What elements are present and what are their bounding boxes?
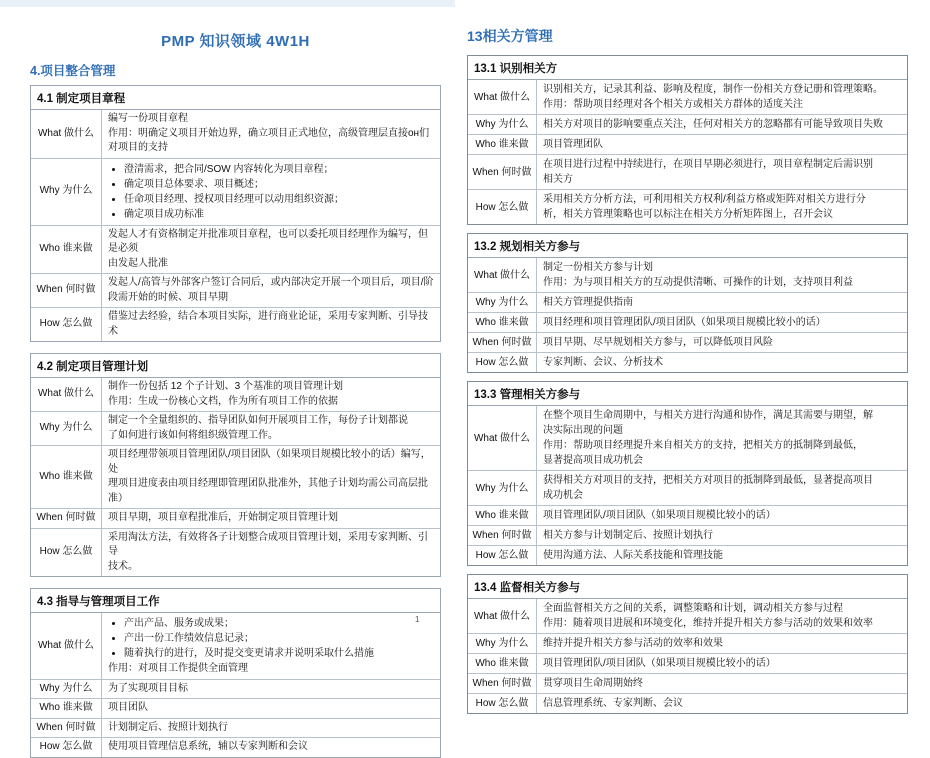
row-label: When 何时做	[31, 718, 102, 738]
right-blocks	[467, 55, 908, 714]
row-label: How 怎么做	[31, 528, 102, 576]
text-line: 技术。	[108, 560, 138, 572]
row-label: Why 为什么	[31, 158, 102, 225]
text-line: 制作一份包括 12 个子计划、3 个基准的项目管理计划	[108, 381, 344, 392]
row-label: Why 为什么	[468, 634, 537, 654]
table-row	[468, 293, 907, 313]
text-line: 析，相关方管理策略也可以标注在相关方分析矩阵图上，召开会议	[543, 209, 833, 220]
row-content	[537, 135, 908, 155]
row-content	[102, 378, 441, 412]
table-row	[468, 80, 907, 115]
table-row	[468, 115, 907, 135]
row-label: How 怎么做	[468, 353, 537, 373]
row-content	[102, 738, 441, 757]
block-rows	[31, 378, 440, 576]
row-content	[537, 634, 908, 654]
row-label: Why 为什么	[468, 293, 537, 313]
block-rows	[468, 80, 907, 224]
text-line: 专家判断、会议、分析技术	[543, 357, 663, 368]
text-line: 在整个项目生命周期中，与相关方进行沟通和协作，满足其需要与期望，解	[543, 410, 873, 421]
row-label: Why 为什么	[31, 412, 102, 446]
text-line: 项目团队	[108, 702, 148, 713]
table-row	[468, 506, 907, 526]
row-label: When 何时做	[468, 155, 537, 190]
text-line: 计划制定后、按照计划执行	[108, 721, 228, 733]
row-content	[537, 80, 908, 115]
text-line: 识别相关方，记录其利益、影响及程度，制作一份相关方登记册和管理策略。	[543, 84, 883, 95]
row-content	[102, 110, 441, 158]
block-heading: 4.3 指导与管理项目工作	[31, 589, 440, 613]
table-row	[31, 274, 440, 308]
knowledge-block	[30, 588, 441, 758]
row-content	[102, 613, 441, 679]
row-label: What 做什么	[31, 613, 102, 679]
row-label: How 怎么做	[468, 546, 537, 566]
text-line: 项目管理团队	[543, 139, 603, 150]
text-line: 采用相关方分析方法，可利用相关方权利/利益方格或矩阵对相关方进行分	[543, 194, 866, 205]
text-line: 显著提高项目成功机会	[543, 455, 643, 466]
block-heading: 4.1 制定项目章程	[31, 86, 440, 110]
text-line: 作用：帮助项目经理提升来自相关方的支持，把相关方的抵制降到最低，	[543, 440, 863, 451]
knowledge-block	[467, 233, 908, 373]
text-line: 借鉴过去经验，结合本项目实际，进行商业论证，采用专家判断、引导技术	[108, 311, 428, 337]
table-row	[468, 313, 907, 333]
text-line: 项目早期、尽早规划相关方参与，可以降低项目风险	[543, 337, 773, 348]
text-line: 获得相关方对项目的支持，把相关方对项目的抵制降到最低，显著提高项目	[543, 475, 873, 486]
text-line: 编写一份项目章程	[108, 113, 188, 124]
knowledge-block	[467, 55, 908, 225]
list-item: • 随着执行的进行，及时提交变更请求并说明采取什么措施	[124, 646, 436, 661]
text-line: 维持并提升相关方参与活动的效率和效果	[543, 638, 723, 649]
text-line: 作用：为与项目相关方的互动提供清晰、可操作的计划，支持项目利益	[543, 277, 853, 288]
row-label: Why 为什么	[468, 115, 537, 135]
row-label: What 做什么	[468, 599, 537, 634]
block-rows	[31, 613, 440, 757]
text-line: 项目管理团队/项目团队（如果项目规模比较小的话）	[543, 658, 776, 669]
row-content	[537, 293, 908, 313]
text-line: 制定一个全量组织的、指导团队如何开展项目工作，每份子计划都说	[108, 415, 408, 426]
table-row	[468, 694, 907, 714]
table-row	[468, 674, 907, 694]
row-label: Who 谁来做	[468, 313, 537, 333]
row-label: Who 谁来做	[31, 225, 102, 274]
page-number: 1	[415, 615, 420, 624]
block-heading: 13.3 管理相关方参与	[468, 382, 907, 406]
text-line: 为了实现项目目标	[108, 682, 188, 694]
list-item: • 确定项目成功标准	[124, 207, 436, 222]
block-heading: 13.1 识别相关方	[468, 56, 907, 80]
row-label: How 怎么做	[468, 190, 537, 225]
row-label: How 怎么做	[31, 308, 102, 342]
text-line: 相关方参与计划制定后、按照计划执行	[543, 530, 713, 541]
row-content	[537, 674, 908, 694]
row-label: What 做什么	[468, 80, 537, 115]
text-line: 项目经理和项目管理团队/项目团队（如果项目规模比较小的话）	[543, 317, 826, 328]
row-content	[537, 599, 908, 634]
row-content	[537, 313, 908, 333]
row-content	[537, 546, 908, 566]
text-line: 项目经理带领项目管理团队/项目团队（如果项目规模比较小的话）编写，处	[108, 449, 431, 475]
text-line: 段需开始的时候、项目早期	[108, 291, 228, 303]
table-row	[31, 679, 440, 699]
text-line: 由发起人批准	[108, 257, 168, 269]
row-label: How 怎么做	[31, 738, 102, 757]
table-row	[468, 135, 907, 155]
table-row	[31, 718, 440, 738]
table-row	[468, 155, 907, 190]
table-row	[31, 110, 440, 158]
row-label: Why 为什么	[468, 471, 537, 506]
table-row	[31, 613, 440, 679]
text-line: 在项目进行过程中持续进行，在项目早期必须进行，项目章程制定后需识别	[543, 159, 873, 170]
row-content	[102, 699, 441, 719]
row-label: Who 谁来做	[468, 506, 537, 526]
text-line: 发起人/高管与外部客户签订合同后，或内部决定开展一个项目后，项目/阶	[108, 277, 434, 288]
row-content	[102, 446, 441, 509]
row-content	[537, 694, 908, 714]
table-row	[31, 158, 440, 225]
text-line: 相关方管理提供指南	[543, 297, 633, 308]
row-content	[102, 528, 441, 576]
text-line: 制定一份相关方参与计划	[543, 262, 653, 273]
table-row	[468, 258, 907, 293]
row-label: How 怎么做	[468, 694, 537, 714]
table-row	[31, 308, 440, 342]
table-row	[468, 353, 907, 373]
table-row	[31, 412, 440, 446]
list-item: • 产出产品、服务或成果；	[124, 616, 436, 631]
row-label: Who 谁来做	[31, 699, 102, 719]
row-label: What 做什么	[31, 110, 102, 158]
row-label: Why 为什么	[31, 679, 102, 699]
text-line: 项目管理团队/项目团队（如果项目规模比较小的话）	[543, 510, 776, 521]
row-content	[537, 353, 908, 373]
text-line: 全面监督相关方之间的关系，调整策略和计划，调动相关方参与过程	[543, 603, 843, 614]
text-line: 对项目的支持	[108, 142, 168, 153]
text-line: 理项目进度表由项目经理即管理团队批准外，其他子计划均需公司高层批准）	[108, 478, 428, 504]
row-content	[537, 654, 908, 674]
text-line: 作用：对项目工作提供全面管理	[108, 663, 248, 674]
table-row	[31, 528, 440, 576]
table-row	[468, 599, 907, 634]
text-line: 发起人才有资格制定并批准项目章程，也可以委托项目经理作为编写，但是必须	[108, 228, 428, 254]
text-line: 使用项目管理信息系统，辅以专家判断和会议	[108, 741, 308, 752]
table-row	[468, 654, 907, 674]
row-content	[102, 225, 441, 274]
row-content	[537, 115, 908, 135]
row-content	[537, 190, 908, 225]
row-content	[102, 158, 441, 225]
knowledge-block	[467, 574, 908, 714]
row-label: Who 谁来做	[468, 654, 537, 674]
right-column	[455, 0, 930, 709]
bullet-list	[108, 162, 436, 222]
row-content	[537, 471, 908, 506]
text-line: 作用：生成一份核心文档，作为所有项目工作的依据	[108, 395, 338, 407]
row-content	[102, 274, 441, 308]
list-item: • 澄清需求，把合同/SOW 内容转化为项目章程；	[124, 162, 436, 177]
bullet-list	[108, 616, 436, 661]
text-line: 贯穿项目生命周期始终	[543, 678, 643, 689]
row-content	[102, 412, 441, 446]
table-row	[31, 378, 440, 412]
text-line: 采用淘汰方法，有效将各子计划整合成项目管理计划，采用专家判断、引导	[108, 531, 428, 557]
row-content	[537, 406, 908, 471]
row-content	[537, 333, 908, 353]
table-row	[468, 190, 907, 225]
row-content	[102, 509, 441, 529]
text-line: 成功机会	[543, 490, 583, 501]
row-content	[537, 506, 908, 526]
table-row	[31, 225, 440, 274]
page-title: PMP 知识领域 4W1H	[161, 33, 310, 50]
row-content	[102, 308, 441, 342]
table-row	[31, 738, 440, 757]
table-row	[468, 546, 907, 566]
text-line: 作用：帮助项目经理对各个相关方或相关方群体的适度关注	[543, 99, 803, 110]
table-row	[468, 471, 907, 506]
text-line: 相关方对项目的影响要重点关注，任何对相关方的忽略都有可能导致项目失败	[543, 119, 883, 130]
row-label: What 做什么	[468, 406, 537, 471]
list-item: • 确定项目总体要求、项目概述；	[124, 177, 436, 192]
row-content	[102, 679, 441, 699]
row-label: Who 谁来做	[31, 446, 102, 509]
knowledge-block	[30, 353, 441, 577]
row-content	[537, 155, 908, 190]
block-heading: 13.2 规划相关方参与	[468, 234, 907, 258]
table-row	[468, 526, 907, 546]
left-column	[0, 0, 455, 752]
list-item: • 产出一份工作绩效信息记录；	[124, 631, 436, 646]
row-label: When 何时做	[31, 509, 102, 529]
row-label: When 何时做	[31, 274, 102, 308]
text-line: 作用：随着项目进展和环境变化，维持并提升相关方参与活动的效果和效率	[543, 618, 873, 629]
block-heading: 4.2 制定项目管理计划	[31, 354, 440, 378]
block-heading: 13.4 监督相关方参与	[468, 575, 907, 599]
text-line: 信息管理系统、专家判断、会议	[543, 698, 683, 709]
text-line: 使用沟通方法、人际关系技能和管理技能	[543, 550, 723, 561]
row-content	[537, 526, 908, 546]
text-line: 作用：明确定义项目开始边界，确立项目正式地位，高级管理层直接он们	[108, 127, 430, 139]
table-row	[31, 509, 440, 529]
knowledge-block	[30, 85, 441, 342]
left-blocks	[30, 85, 441, 758]
knowledge-block	[467, 381, 908, 566]
table-row	[31, 446, 440, 509]
row-label: When 何时做	[468, 526, 537, 546]
table-row	[31, 699, 440, 719]
text-line: 了如何进行该如何将组织级管理工作。	[108, 429, 278, 441]
row-content	[537, 258, 908, 293]
text-line: 决实际出现的问题	[543, 425, 623, 436]
left-section-title: 4.项目整合管理	[30, 64, 116, 78]
row-label: What 做什么	[31, 378, 102, 412]
right-section-title: 13相关方管理	[467, 28, 553, 44]
text-line: 项目早期，项目章程批准后，开始制定项目管理计划	[108, 512, 338, 523]
row-label: When 何时做	[468, 674, 537, 694]
row-content	[102, 718, 441, 738]
block-rows	[468, 258, 907, 372]
row-label: What 做什么	[468, 258, 537, 293]
text-line: 相关方	[543, 174, 573, 185]
list-item: • 任命项目经理、授权项目经理可以动用组织资源；	[124, 192, 436, 207]
table-row	[468, 333, 907, 353]
table-row	[468, 406, 907, 471]
row-label: Who 谁来做	[468, 135, 537, 155]
row-label: When 何时做	[468, 333, 537, 353]
table-row	[468, 634, 907, 654]
block-rows	[468, 599, 907, 713]
block-rows	[31, 110, 440, 341]
block-rows	[468, 406, 907, 565]
